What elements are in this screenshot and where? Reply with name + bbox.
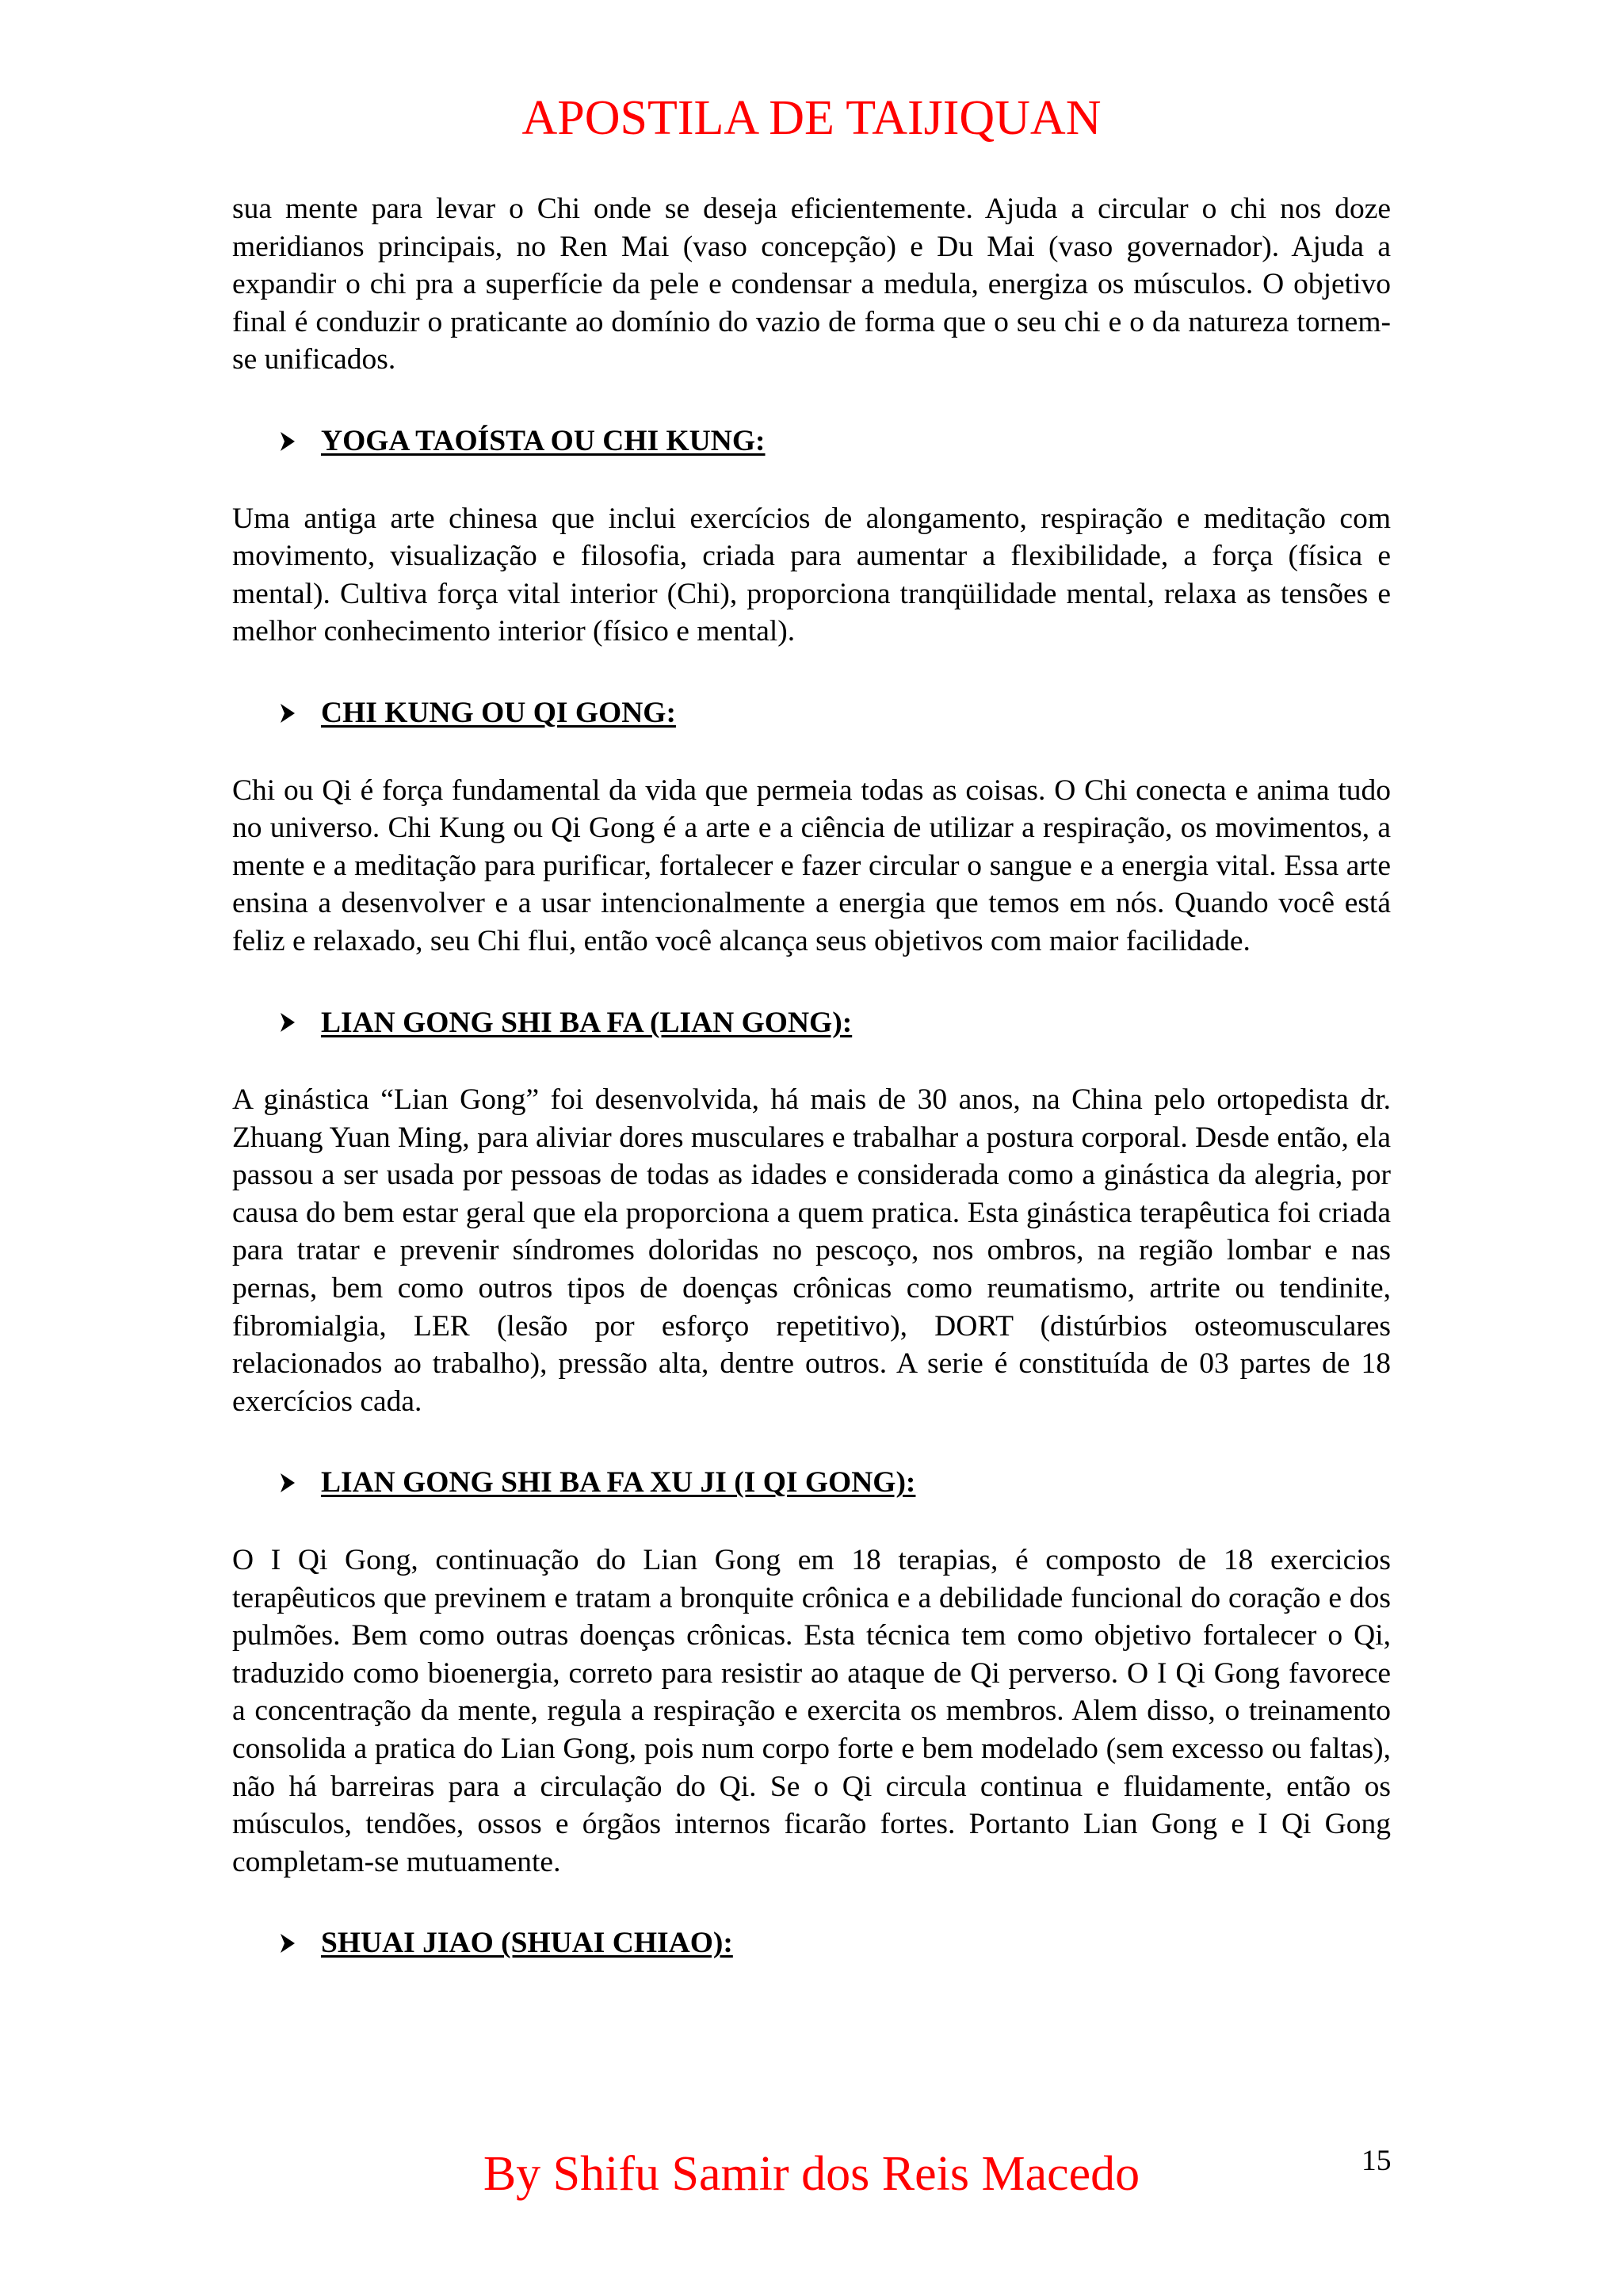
footer-author: By Shifu Samir dos Reis Macedo [483,2147,1140,2201]
arrow-bullet-icon [280,703,296,724]
section-heading-shuai-jiao [280,1924,1391,1962]
section-heading-i-qi-gong [280,1464,1391,1502]
section-heading-label: YOGA TAOÍSTA OU CHI KUNG: [321,424,766,457]
document-body [232,190,1391,2002]
section-heading-lian-gong [280,1004,1391,1042]
page-number: 15 [1361,2145,1392,2177]
arrow-bullet-icon [280,1012,296,1033]
section-paragraph-chi-kung: Chi ou Qi é força fundamental da vida que permeia todas as coisas. O Chi conecta e anima tudo no universo. Chi Kung ou Qi Gong é a arte e a ciência de utilizar a respiração, os movimentos, a mente e a meditação para purificar, fortalecer e fazer circular o sangue e a energia vital. Essa arte ensina a desenvolver e a usar intencionalmente a energia que temos em nós. Quando você está feliz e relaxado, seu Chi flui, então você alcança seus objetivos com maior facilidade. [232,774,1391,957]
section-heading-label: CHI KUNG OU QI GONG: [321,696,676,729]
section-heading-chi-kung [280,694,1391,732]
arrow-bullet-icon [280,1933,296,1954]
arrow-bullet-icon [280,1473,296,1493]
section-paragraph-i-qi-gong: O I Qi Gong, continuação do Lian Gong em 18 terapias, é composto de 18 exercicios terapêuticos que previnem e tratam a bronquite crônica e a debilidade funcional do coração e dos pulmões. Bem como outras doenças crônicas. Esta técnica tem como objetivo fortalecer o Qi, traduzido como bioenergia, correto para resistir ao ataque de Qi perverso. O I Qi Gong favorece a concentração da mente, regula a respiração e exercita os membros. Alem disso, o treinamento consolida a pratica do Lian Gong, pois num corpo forte e bem modelado (sem excesso ou faltas), não há barreiras para a circulação do Qi. Se o Qi circula continua e fluidamente, então os músculos, tendões, ossos e órgãos internos ficarão fortes. Portanto Lian Gong e I Qi Gong completam-se mutuamente. [232,1544,1391,1878]
section-heading-label: SHUAI JIAO (SHUAI CHIAO): [321,1927,733,1960]
section-paragraph-yoga-taoista: Uma antiga arte chinesa que inclui exercícios de alongamento, respiração e meditação com movimento, visualização e filosofia, criada para aumentar a flexibilidade, a força (física e mental). Cultiva força vital interior (Chi), proporciona tranqüilidade mental, relaxa as tensões e melhor conhecimento interior (físico e mental). [232,502,1391,648]
intro-paragraph: sua mente para levar o Chi onde se deseja eficientemente. Ajuda a circular o chi nos doze meridianos principais, no Ren Mai (vaso concepção) e Du Mai (vaso governador). Ajuda a expandir o chi pra a superfície da pele e condensar a medula, energiza os músculos. O objetivo final é conduzir o praticante ao domínio do vazio de forma que o seu chi e o da natureza tornem-se unificados. [232,193,1391,376]
section-heading-label: LIAN GONG SHI BA FA XU JI (I QI GONG): [321,1466,916,1499]
section-paragraph-lian-gong: A ginástica “Lian Gong” foi desenvolvida, há mais de 30 anos, na China pelo ortopedista dr. Zhuang Yuan Ming, para aliviar dores musculares e trabalhar a postura corporal. Desde então, ela passou a ser usada por pessoas de todas as idades e considerada como a ginástica da alegria, por causa do bem estar geral que ela proporciona a quem pratica. Esta ginástica terapêutica foi criada para tratar e prevenir síndromes doloridas no pescoço, nos ombros, na região lombar e nas pernas, bem como outros tipos de doenças crônicas como reumatismo, artrite ou tendinite, fibromialgia, LER (lesão por esforço repetitivo), DORT (distúrbios osteomusculares relacionados ao trabalho), pressão alta, dentre outros. A serie é constituída de 03 partes de 18 exercícios cada. [232,1083,1391,1418]
section-heading-yoga-taoista [280,422,1391,460]
arrow-bullet-icon [280,431,296,452]
section-heading-label: LIAN GONG SHI BA FA (LIAN GONG): [321,1006,853,1039]
page-title: APOSTILA DE TAIJIQUAN [521,91,1102,145]
